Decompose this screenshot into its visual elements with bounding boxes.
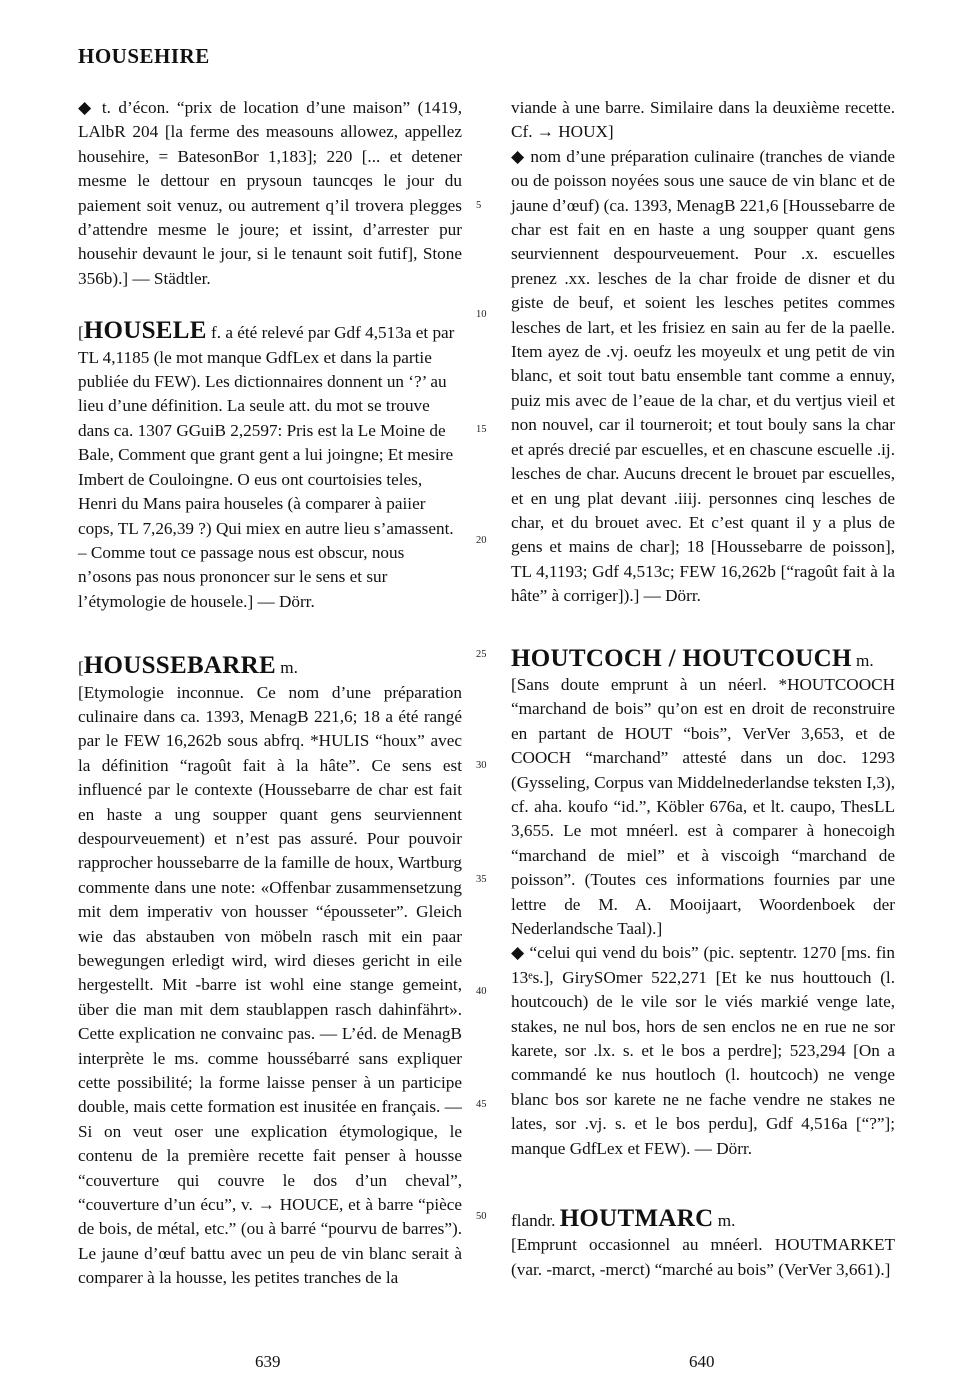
houtmarc-prefix: flandr. <box>511 1211 560 1231</box>
househire-definition: ◆ t. d’écon. “prix de location d’une maison” (1419, LAlbR 204 [la ferme des measouns allowez, appellez househire, = BatesonBor 1,183]; 220 [... et detener mesme le dettour en prysoun tauncqes le jour du paiement soit venuz, ou autrement q’il trovera plegges d’attendre mesme le joure; et issint, d’arrester pur househir devaunt le jour, si le tenaunt soit futif], Stone 356b).] — Städtler. <box>78 98 462 288</box>
houtcoch-heading <box>511 644 895 673</box>
housele-headword: HOUSELE <box>83 317 207 345</box>
houssebarre-pos: m. <box>275 658 298 678</box>
line-number: 50 <box>476 1211 487 1222</box>
houtcoch-definition: ◆ “celui qui vend du bois” (pic. septentr. 1270 [ms. fin 13ᵉs.], GirySOmer 522,271 [Et ke nus houttouch (l. houtcouch) de le vile sor le viés markié venge late, stakes, ne nul bos, hors de sen enclos ne en rue ne sor karete, sor .lx. s. et le bos a perdre]; 523,294 [On a commandé ke nus houtloch (l. houtcoch) ne venge blanc bos sor karete ne ne fache vendre ne stakes ne lates, sor .vj. s. et le bos perdu], Gdf 4,516a [“?”]; manque GdfLex et FEW). — Dörr. <box>511 943 895 1158</box>
page-number-left: 639 <box>255 1352 281 1371</box>
houtmarc-heading <box>511 1207 895 1233</box>
houtmarc-etymology: [Emprunt occasionnel au mnéerl. HOUTMARKET (var. -marct, -merct) “marché au bois” (VerVer 3,661).] <box>511 1235 895 1279</box>
line-number: 45 <box>476 1099 487 1110</box>
houssebarre-definition: ◆ nom d’une préparation culinaire (tranches de viande ou de poisson noyées sous une sauce de vin blanc et de jaune d’œuf) (ca. 1393, MenagB 221,6 [Houssebarre de char est fait en en haste a ung soupper quant gens seurviennent despourveuement. Pour .x. escuelles prenez .xx. lesches de la char froide de disner et du giste de beuf, et soient les lesches petites commes lesches de lart, et les frisiez en sain au fer de la paelle. Item ayez de .vj. oeufz les moyeulx et ung petit de vin blanc, et soit tout batu ensemble tant comme a ennuy, puiz mis avec de l’eaue de la char, et du vertjus vieil et non nouvel, car il tourneroit; et tout bouly sans la char et aprés drecié par escuelles, et en chascune escuelle .ij. lesches de char. Aucuns drecent le brouet par escuelles, et en ung plat devant .iiij. personnes cinq lesches de char, et du brouet avec. Et c’est quant il y a plus de gens et mains de char]; 18 [Houssebarre de poisson], TL 4,1193; Gdf 4,513c; FEW 16,262b [“ragoût fait à la hâte” à corriger]).] — Dörr. <box>511 146 895 606</box>
line-number: 40 <box>476 986 487 997</box>
line-number: 35 <box>476 874 487 885</box>
page-number-right: 640 <box>689 1352 715 1371</box>
line-number: 20 <box>476 535 487 546</box>
right-column <box>511 96 895 1282</box>
housele-text: a été relevé par Gdf 4,513a et par TL 4,1185 (le mot manque GdfLex et dans la partie publiée du FEW). Les dictionnaires donnent un ‘?’ au lieu d’une définition. La seule att. du mot se trouve dans ca. 1307 GGuiB 2,2597: Pris est la Le Moine de Bale, Comment que grant gent a lui joingne; Et mesire Imbert de Couloingne. O eus ont courtoisies teles, Henri du Mans paira houseles (à comparer à paiier cops, TL 7,26,39 ?) Qui miex en autre lieu s’amassent. – Comme tout ce passage nous est obscur, nous n’osons pas nous prononcer sur le sens et sur l’étymologie de housele.] — Dörr. <box>78 323 455 611</box>
line-number: 30 <box>476 760 487 771</box>
houtmarc-pos: m. <box>713 1211 736 1231</box>
houssebarre-continuation: viande à une barre. Similaire dans la deuxième recette. Cf. → HOUX] <box>511 98 895 142</box>
housele-pos: f. <box>206 323 222 343</box>
houtcoch-headword: HOUTCOCH / HOUTCOUCH <box>511 644 852 672</box>
running-head: HOUSEHIRE <box>78 44 210 68</box>
housele-entry: [HOUSELE f. a été relevé par Gdf 4,513a et par TL 4,1185 (le mot manque GdfLex et dans la partie publiée du FEW). Les dictionnaires donnent un ‘?’ au lieu d’une définition. La seule att. du mot se trouve dans ca. 1307 GGuiB 2,2597: Pris est la Le Moine de Bale, Comment que grant gent a lui joingne; Et mesire Imbert de Couloingne. O eus ont courtoisies teles, Henri du Mans paira houseles (à comparer à paiier cops, TL 7,26,39 ?) Qui miex en autre lieu s’amassent. – Comme tout ce passage nous est obscur, nous n’osons pas nous prononcer sur le sens et sur l’étymologie de housele.] — Dörr. <box>78 317 455 611</box>
houtmarc-headword: HOUTMARC <box>559 1205 714 1233</box>
houssebarre-heading: [HOUSSEBARRE m. <box>78 652 298 680</box>
left-column <box>78 96 462 1291</box>
houtcoch-etymology: [Sans doute emprunt à un néerl. *HOUTCOOCH “marchand de bois” qu’on est en droit de reconstruire en partant de HOUT “bois”, VerVer 3,653, et de COOCH “marchand” attesté dans un doc. 1293 (Gysseling, Corpus van Middelnederlandse teksten I,3), cf. aha. koufo “id.”, Köbler 676a, et lt. caupo, ThesLL 3,655. Le mot mnéerl. est à comparer à honecoigh “marchand de miel” et à viscoigh “marchand de poisson”. (Toutes ces informations fournies par une lettre de M. A. Mooijaart, Woordenboek der Nederlandsche Taal).] <box>511 674 895 938</box>
houssebarre-headword: HOUSSEBARRE <box>83 652 276 680</box>
line-number: 5 <box>476 200 482 211</box>
line-number: 25 <box>476 649 487 660</box>
line-number: 15 <box>476 424 487 435</box>
line-number: 10 <box>476 309 487 320</box>
houssebarre-etymology: [Etymologie inconnue. Ce nom d’une préparation culinaire dans ca. 1393, MenagB 221,6; 18 a été rangé par le FEW 16,262b sous abfrq. *HULIS “houx” avec la définition “ragoût fait à la hâte”. Ce sens est influencé par le contexte (Houssebarre de char est fait en haste a ung soupper quant gens seurviennent despourveuement) et n’est pas assuré. Pour pouvoir rapprocher houssebarre de la famille de houx, Wartburg commente dans une note: «Offenbar zusammensetzung mit dem imperativ von housser “épousseter”. Gleich wie das abstauben von möbeln rasch mit ein paar bewegungen erledigt wird, wird dieses gericht in eile hergestellt. Mit -barre ist wohl eine stange gemeint, über die man mit dem staublappen rasch dahinfährt». Cette explication ne convainc pas. — L’éd. de MenagB interprète le ms. comme houssébarré sans expliquer cette possibilité; la forme laisse penser à un participe double, mais cette formation est inusitée en français. — Si on veut oser une explication étymologique, le contenu de la première recette fait penser à housse “couverture qui couvre le dos d’un cheval”, “couverture d’un écu”, v. → HOUCE, et à barre “pièce de bois, de métal, etc.” (ou à barré “pourvu de barres”). Le jaune d’œuf battu avec un peu de vin blanc serait à comparer à la housse, les petites tranches de la <box>78 682 462 1288</box>
houtcoch-pos: m. <box>851 650 874 670</box>
